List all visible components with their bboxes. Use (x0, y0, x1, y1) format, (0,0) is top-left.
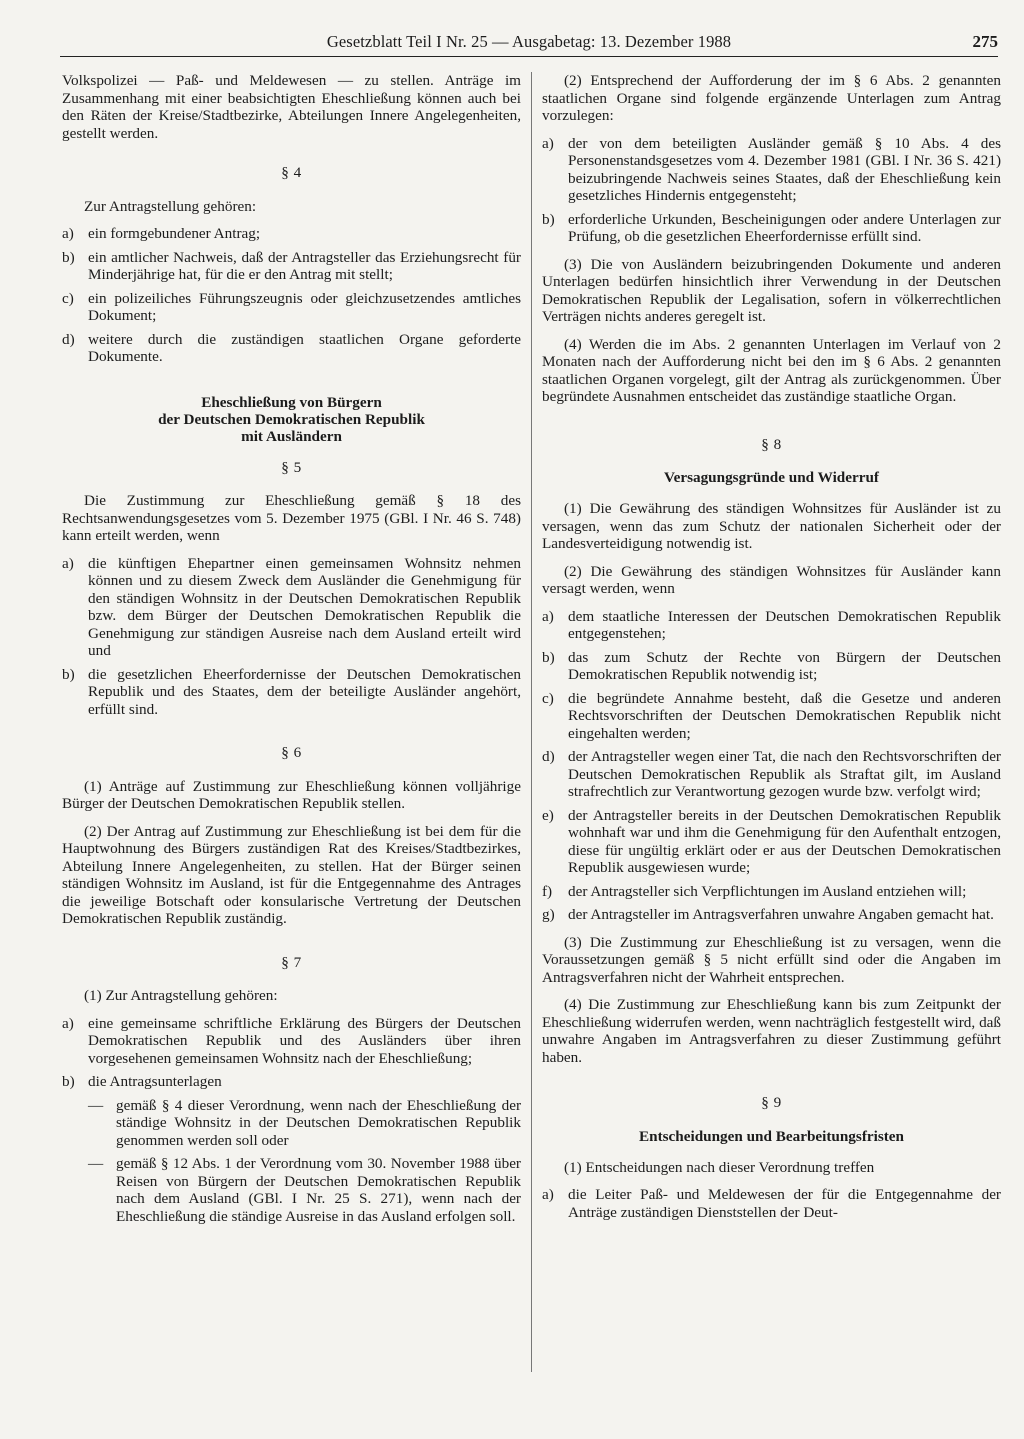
section-7-heading: § 7 (281, 953, 302, 971)
item-label: d) (542, 748, 555, 765)
list-item (62, 290, 521, 325)
section-8-paragraph-3: (3) Die Zustimmung zur Eheschließung ist zu versagen, wenn die Voraussetzungen gemäß § 5 nicht erfüllt sind oder die Angaben im Antragsverfahren nicht der Wahrheit entsprechen. (542, 933, 1001, 986)
item-label: b) (542, 210, 555, 228)
section-4-heading: § 4 (281, 164, 302, 181)
item-text: eine gemeinsame schriftliche Erklärung des Bürgers der Deutschen Demokratischen Republik und des Ausländers über ihren vorgesehenen gemeinsamen Wohnsitz nach der Eheschließung; (88, 1014, 521, 1067)
item-label: a) (62, 1014, 74, 1032)
item-label: g) (542, 906, 555, 923)
list-item (542, 690, 1001, 743)
item-text: ein polizeiliches Führungszeugnis oder gleichzusetzendes amtliches Dokument; (88, 289, 521, 324)
section-6-heading: § 6 (281, 744, 302, 761)
section-7-paragraph-3: (3) Die von Ausländern beizubringenden Dokumente und anderen Unterlagen bedürfen hinsichtlich ihrer Verwendung in der Deutschen Demokratischen Republik der Legalisation, sofern in völkerrechtlichen Verträgen nichts anderes geregelt ist. (542, 255, 1001, 325)
header-title: Gesetzblatt Teil I Nr. 25 — Ausgabetag: 13. Dezember 1988 (326, 32, 732, 51)
item-label: b) (542, 648, 555, 666)
item-text: ein formgebundener Antrag; (88, 225, 261, 242)
dash-item (88, 1155, 521, 1225)
list-item (62, 666, 521, 719)
section-9-paragraph-1: (1) Entscheidungen nach dieser Verordnung treffen (564, 1158, 875, 1176)
item-text: die Antragsunterlagen (88, 1073, 222, 1090)
list-item (62, 225, 521, 243)
section-7-list (62, 1015, 521, 1226)
intro-paragraph: Volkspolizei — Paß- und Meldewesen — zu stellen. Anträge im Zusammenhang mit einer beabsichtigten Eheschließung können auch bei den Räten der Kreise/Stadtbezirke, Abteilungen Innere Angelegenheiten, gestellt werden. (62, 72, 521, 142)
section-8-heading: § 8 (761, 435, 782, 453)
item-label: f) (542, 882, 553, 900)
section-8-list (542, 608, 1001, 924)
section-5-lead: Die Zustimmung zur Eheschließung gemäß § 18 des Rechtsanwendungsgesetzes vom 5. Dezember 1975 (GBl. I Nr. 46 S. 748) kann erteilt werden, wenn (62, 492, 521, 544)
item-text: der von dem beteiligten Ausländer gemäß § 10 Abs. 4 des Personenstandsgesetzes vom 4. Dezember 1981 (GBl. I Nr. 36 S. 421) beizubringende Nachweis seines Staates, daß der Eheschließung kein gesetzliches Hindernis entgegensteht; (568, 134, 1001, 204)
item-text: ein amtlicher Nachweis, daß der Antragsteller das Erziehungsrecht für Minderjährige hat, für die er den Antrag mit stellt; (88, 248, 521, 283)
item-text: die Leiter Paß- und Meldewesen der für die Entgegennahme der Anträge zuständigen Dienststellen der Deut- (568, 1186, 1001, 1221)
item-text: die gesetzlichen Eheerfordernisse der Deutschen Demokratischen Republik und des Staates, dem der beteiligte Ausländer angehört, erfüllt sind. (88, 665, 521, 718)
dash-marker: — (88, 1096, 104, 1114)
item-label: c) (542, 689, 554, 707)
item-label: a) (62, 225, 74, 242)
section-5-list (62, 555, 521, 719)
column-divider (531, 72, 532, 1372)
section-6-paragraph-2: (2) Der Antrag auf Zustimmung zur Eheschließung ist bei dem für die Hauptwohnung des Bürgers zuständigen Rat des Kreises/Stadtbezirkes, Abteilung Innere Angelegenheiten, zu stellen. Hat der Bürger seinen ständigen Wohnsitz im Ausland, ist für die Entgegennahme des Antrages die jeweilige Botschaft oder konsularische Vertretung der Deutschen Demokratischen Republik zuständig. (62, 822, 521, 927)
item-text: erforderliche Urkunden, Bescheinigungen oder andere Unterlagen zur Prüfung, ob die gesetzlichen Eheerfordernisse erfüllt sind. (568, 210, 1001, 245)
list-item (542, 748, 1001, 801)
section-7-2-list (542, 135, 1001, 246)
list-item (542, 883, 1001, 901)
section-9-list (542, 1186, 1001, 1221)
item-text: weitere durch die zuständigen staatlichen Organe geforderte Dokumente. (88, 330, 521, 365)
dash-marker: — (88, 1155, 104, 1172)
list-item (542, 906, 1001, 924)
dash-text: gemäß § 4 dieser Verordnung, wenn nach der Eheschließung der ständige Wohnsitz in der Deutschen Demokratischen Republik genommen werden soll oder (116, 1096, 521, 1149)
chapter-title-line-3: mit Ausländern (241, 427, 342, 445)
section-8-paragraph-4: (4) Die Zustimmung zur Eheschließung kann bis zum Zeitpunkt der Eheschließung widerrufen werden, wenn nachträglich festgestellt wird, daß unwahre Angaben im Antragsverfahren zu dieser Zustimmung geführt haben. (542, 996, 1001, 1066)
list-item (542, 807, 1001, 877)
item-text: dem staatliche Interessen der Deutschen Demokratischen Republik entgegenstehen; (568, 607, 1001, 642)
section-9-title: Entscheidungen und Bearbeitungsfristen (639, 1127, 904, 1145)
item-label: b) (62, 665, 75, 683)
item-text: der Antragsteller wegen einer Tat, die nach den Rechtsvorschriften der Deutschen Demokratischen Republik als Straftat gilt, im Ausland strafrechtlich zur Verantwortung gezogen wurde bzw. verfolgt wird; (568, 748, 1001, 800)
item-label: e) (542, 806, 554, 824)
chapter-title-line-2: der Deutschen Demokratischen Republik (158, 410, 425, 428)
item-text: die künftigen Ehepartner einen gemeinsamen Wohnsitz nehmen können und zu diesem Zweck dem Ausländer die Genehmigung für den ständigen Wohnsitz in der Deutschen Demokratischen Republik bzw. dem Bürger der Deutschen Demokratischen Republik die Genehmigung zur ständigen Ausreise nach dem Ausland erteilt wird und (88, 554, 521, 659)
section-9-heading: § 9 (761, 1094, 782, 1111)
section-8-title: Versagungsgründe und Widerruf (664, 469, 879, 486)
item-text: der Antragsteller sich Verpflichtungen im Ausland entziehen will; (568, 882, 967, 900)
section-7-paragraph-4: (4) Werden die im Abs. 2 genannten Unterlagen im Verlauf von 2 Monaten nach der Aufforderung nicht bei den im § 6 Abs. 2 genannten staatlichen Organen vorgelegt, gilt der Antrag als zurückgenommen. Über begründete Ausnahmen entscheidet das zuständige staatliche Organ. (542, 335, 1001, 405)
item-label: a) (542, 1186, 554, 1203)
item-label: d) (62, 330, 75, 348)
item-text: der Antragsteller im Antragsverfahren unwahre Angaben gemacht hat. (568, 906, 994, 923)
section-8-paragraph-2: (2) Die Gewährung des ständigen Wohnsitzes für Ausländer kann versagt werden, wenn (542, 562, 1001, 597)
right-column (542, 72, 1001, 1231)
item-label: a) (542, 607, 554, 625)
item-label: a) (62, 554, 74, 572)
section-6-paragraph-1: (1) Anträge auf Zustimmung zur Eheschließung können volljährige Bürger der Deutschen Demokratischen Republik stellen. (62, 777, 521, 812)
list-item (542, 211, 1001, 246)
section-7-lead: (1) Zur Antragstellung gehören: (84, 987, 278, 1004)
item-text: die begründete Annahme besteht, daß die Gesetze und anderen Rechtsvorschriften der Deutschen Demokratischen Republik nicht eingehalten werden; (568, 689, 1001, 742)
section-4-lead: Zur Antragstellung gehören: (84, 197, 257, 215)
list-item (542, 1186, 1001, 1221)
list-item (62, 331, 521, 366)
chapter-title-line-1: Eheschließung von Bürgern (201, 393, 382, 411)
list-item (542, 608, 1001, 643)
list-item (62, 1015, 521, 1068)
list-item (542, 135, 1001, 205)
item-label: b) (62, 1073, 75, 1090)
item-text: das zum Schutz der Rechte von Bürgern der Deutschen Demokratischen Republik notwendig ist; (568, 648, 1001, 683)
dash-item (88, 1097, 521, 1150)
item-text: der Antragsteller bereits in der Deutschen Demokratischen Republik wohnhaft war und ihm die Genehmigung für den Aufenthalt entzogen, diese für ungültig erklärt oder er aus der Deutschen Demokratischen Republik ausgewiesen wurde; (568, 806, 1001, 876)
page-number: 275 (972, 32, 998, 51)
list-item (542, 649, 1001, 684)
dash-text: gemäß § 12 Abs. 1 der Verordnung vom 30. November 1988 über Reisen von Bürgern der Deutschen Demokratischen Republik nach dem Ausland (GBl. I Nr. 25 S. 271), wenn nach der Eheschließung die ständige Ausreise in das Ausland erfolgen soll. (116, 1155, 521, 1225)
item-label: b) (62, 248, 75, 266)
item-label: a) (542, 134, 554, 152)
item-label: c) (62, 289, 74, 307)
list-item (62, 555, 521, 660)
list-item (62, 1073, 521, 1091)
chapter-title (62, 394, 521, 445)
list-item (62, 249, 521, 284)
page-header (60, 30, 998, 57)
section-8-paragraph-1: (1) Die Gewährung des ständigen Wohnsitzes für Ausländer ist zu versagen, wenn das zum Schutz der nationalen Sicherheit oder der Landesverteidigung notwendig ist. (542, 500, 1001, 552)
section-5-heading: § 5 (281, 458, 302, 476)
section-4-list (62, 225, 521, 366)
left-column (62, 72, 521, 1235)
section-7-paragraph-2: (2) Entsprechend der Aufforderung der im § 6 Abs. 2 genannten staatlichen Organe sind folgende ergänzende Unterlagen zum Antrag vorzulegen: (542, 72, 1001, 124)
